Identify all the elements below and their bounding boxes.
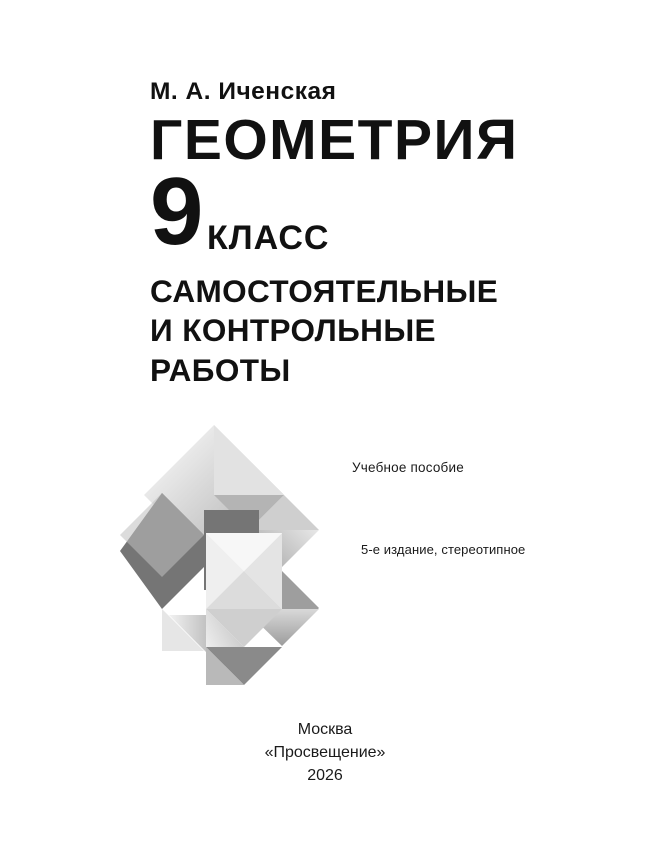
imprint-publisher: «Просвещение»: [264, 744, 386, 762]
book-subject-title: ГЕОМЕТРИЯ: [150, 108, 519, 172]
work-type-line-2: И КОНТРОЛЬНЫЕ: [150, 312, 436, 349]
prosveshchenie-arrow-emblem-icon: [74, 415, 354, 695]
grade-number: 9: [150, 158, 204, 265]
publisher-emblem: [74, 415, 354, 695]
imprint-city: Москва: [297, 721, 353, 738]
work-type-title: [150, 272, 570, 390]
publication-kind-note: Учебное пособие: [352, 460, 464, 475]
work-type-line-3: РАБОТЫ: [150, 351, 291, 388]
imprint-year: 2026: [307, 767, 343, 785]
work-type-line-1: САМОСТОЯТЕЛЬНЫЕ: [150, 273, 499, 309]
edition-note: 5-е издание, стереотипное: [361, 542, 526, 557]
grade-label: КЛАСС: [207, 219, 330, 257]
imprint-block: [0, 718, 650, 788]
author-name: М. А. Иченская: [150, 78, 337, 105]
